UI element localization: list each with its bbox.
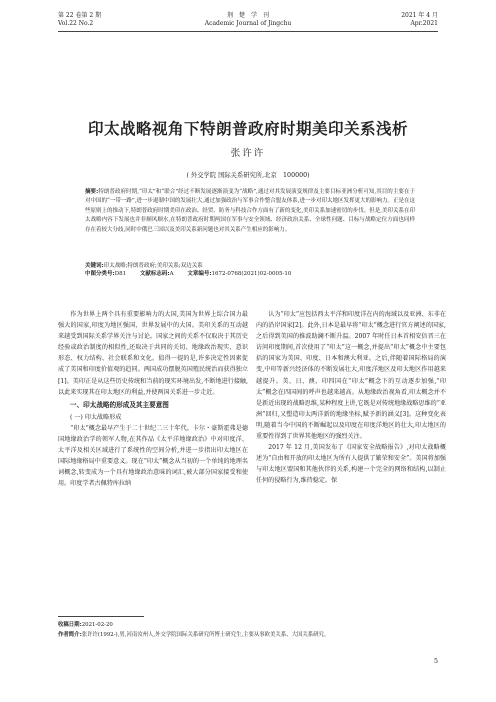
journal-date: 2021 年 4 月 Apr.2021 — [401, 12, 438, 27]
footnote — [58, 620, 438, 640]
received-date: 收稿日期:2021-02-20 — [58, 622, 113, 628]
abstract-label: 摘要: — [85, 189, 99, 195]
article-number-label: 文章编号: — [187, 271, 212, 277]
body-paragraph: “印太”概念最早产生于二十世纪二三十年代。卡尔・豪斯霍弗是德国地缘政治学的领军人物,在其作品《太平洋地缘政治》中对印度洋、太平洋及相关区域进行了系统性的空间分析,并进一步指出印太地区在国际地缘格局中重要意义。现在“印太”概念从当初的一个单纯的地理名词概念,转变成为一个具有地缘政治意味的词汇,被大部分国家接受和使用。印度学者古佩特库拉纳 — [58, 424, 248, 488]
clc-value: D81 — [114, 271, 127, 277]
header-rule — [58, 31, 438, 32]
subsection-heading: ( 一) 印太战略形成 — [70, 413, 122, 421]
footnote-rule — [58, 616, 144, 617]
body-column-left — [58, 309, 248, 489]
journal-volume: 第 22 卷第 2 期 Vol.22 No.2 — [58, 12, 102, 27]
running-header — [58, 12, 438, 34]
doc-code-label: 文献标志码: — [139, 271, 170, 277]
body-paragraph: 认为“印太”应包括西太平洋和印度洋在内的海域以及亚洲、东非在内的沿岸国家[2]。此外,日本是最早将“印太”概念进行官方阐述的国家,之后得到美国的推波助澜不断升温。2007 年时任日本首相安倍晋三在访问印度期间,首次使用了“印太”这一概念,并提出“印太”概念中主要包括的国家为美国、印度、日本和澳大利亚。之后,伴随着国际格局的演变,中印等新兴经济体的不断发展壮大,印度洋地区及印太地区作用越来越提升。美、日、澳、印四国在“印太”概念下的互动逐步加强,“印太”概念在四国间的呼声也越来越高。从地缘政治视角看,印太概念并不是新近出现的战略思维,某种程度上讲,它既是对传统地缘战略思维的“亚洲”回归,又塑造印太两洋新的地缘坐标,赋予新的涵义[3]。这种变化表明,随着当今中国的不断崛起以及印度在印度洋地区的壮大,印太地区的重要性得到了世界其他地区的强烈关注。 — [256, 311, 446, 441]
keywords-text: 印太战略;特朗普政府;美印关系;双边关系 — [103, 263, 203, 269]
section-heading: 一、印太战略的形成及其主要意图 — [70, 400, 169, 409]
body-paragraph: 2017 年 12 月,美国发布了《国家安全战略报告》,对印太战略概述为“自由和开放的印太地区为所有人提供了繁荣和安全”。美国将加强与印太地区盟国和其他伙伴的关系,构建一个完全的网络和结构,以制止任何的侵略行为,维持稳定。保 — [256, 444, 446, 485]
body-column-right — [256, 309, 446, 487]
abstract — [85, 188, 415, 235]
intro-paragraph: 作为世界上两个具有重要影响力的大国,美国为世界上综合国力最强大的国家,印度为地区强国、世界发展中的大国。美印关系的互动越来越受到国际关系学界关注与讨论。国家之间的关系不仅取决于其历史经验或政治制度的相似性,还取决于共同的关切、地缘政治现实、意识形态、权力结构、社会联系和文化。值得一提的是,许多决定性因素促成了美国和印度价值观的趋同。两国成功摆脱英国殖民统治而获得独立[1]。美印正是从这些历史传统和当前的现实环境出发,不断地进行接触,以此来实现其在印太地区的利益,并使两国关系进一步走近。 — [58, 311, 248, 396]
journal-name: 荆 楚 学 刊 Academic Journal of Jingchu — [204, 12, 292, 27]
page-number: 5 — [433, 658, 438, 665]
clc-label: 中图分类号: — [85, 271, 115, 277]
paper-title: 印太战略视角下特朗普政府时期美印关系浅析 — [87, 119, 408, 138]
doc-code-value: A — [169, 271, 174, 277]
author-bio: 作者简介:张许许(1992-),男,河南汝州人,外交学院国际关系研究所博士研究生,主要从事欧美关系、大国关系研究。 — [58, 632, 330, 638]
abstract-text: 特朗普政府时期,“印太”和“联合”经过不断发展逐渐演变为“战略”,通过对其发展演变规律及主要目标亚洲分析可知,其目的主要在于对中国的“一带一路”,进一步遏制中国的发展壮大,通过加强政治与军事合作整合盟友体系,进一步对印太地区发挥更大的影响力。正是在这些原则上的推动下,特朗普政府时期美印在政治、经贸、防务与科技合作方面有了新的变化,美印关系加速密切的步伐。但是,美印关系在印太战略内容下发展也并非顺风顺水,在特朗普政府时期两国在军事与安全领域、经济政治关系、全球性问题、目标与战略定位方面也同样存在着较大分歧,同时中俄巴三国以及美印关系新问题也对其关系产生相应的影响力。 — [85, 189, 416, 233]
classification-line — [85, 270, 415, 279]
keywords-label: 关键词: — [85, 263, 104, 269]
author-affiliation: ( 外交学院 国际关系研究所,北京 100000) — [186, 172, 310, 179]
paper-author: 张许许 — [230, 148, 266, 159]
article-number-value: 1672-0768(2021)02-0005-10 — [211, 271, 292, 277]
